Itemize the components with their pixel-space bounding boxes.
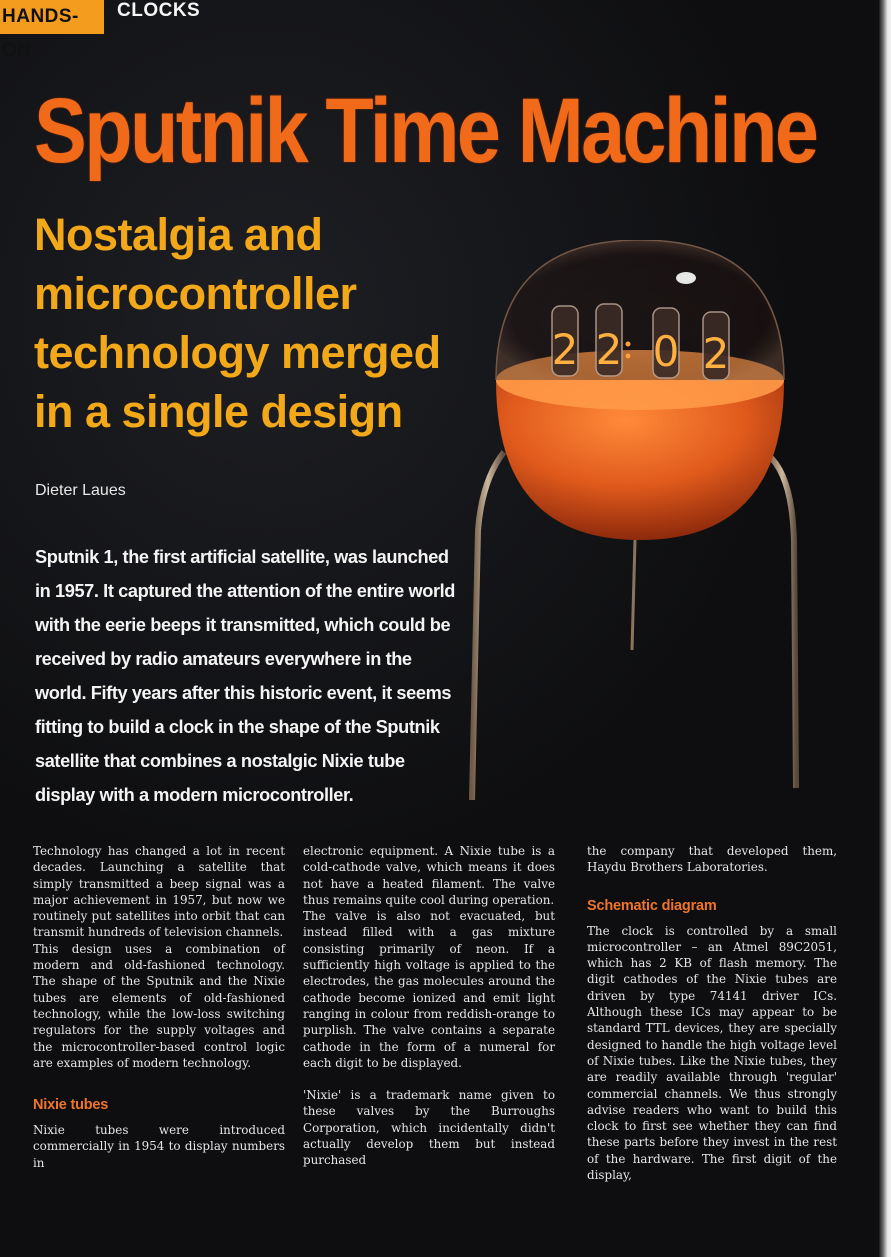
author-byline: Dieter Laues <box>35 482 126 499</box>
body-paragraph: electronic equipment. A Nixie tube is a cold-cathode valve, which means it does not have a heated filament. The valve thus remains quite cool during operation. <box>303 844 555 907</box>
text-column-3 <box>587 843 837 1183</box>
body-paragraph: Technology has changed a lot in recent decades. Launching a satellite that simply transmitted a beep signal was a major achievement in 1957, but now we routinely put satellites into orbit that can transmit hundreds of television channels. <box>33 844 285 940</box>
glass-dome <box>496 240 784 380</box>
nixie-digit-4: 2 <box>702 329 730 378</box>
body-paragraph: 'Nixie' is a trademark name given to these valves by the Burroughs Corporation, which incidentally didn't actually develop them but instead purchased <box>303 1088 555 1168</box>
body-paragraph: the company that developed them, Haydu Brothers Laboratories. <box>587 844 837 875</box>
nixie-tube-4 <box>703 312 730 380</box>
nixie-digit-1: 2 <box>551 325 579 374</box>
article-title: Sputnik Time Machine <box>34 80 817 182</box>
body-paragraph: Nixie tubes were introduced commercially in 1954 to display numbers in <box>33 1123 285 1170</box>
section-tag: HANDS-ON <box>0 0 104 34</box>
section-heading-nixie-tubes: Nixie tubes <box>33 1097 109 1114</box>
page-edge <box>879 0 891 1257</box>
sputnik-clock-photo <box>460 240 820 800</box>
nixie-digit-2: 2 <box>595 325 623 374</box>
text-column-1 <box>33 843 285 1171</box>
antenna-leg-back <box>632 540 635 650</box>
text-column-2 <box>303 843 555 1169</box>
nixie-digit-3: 0 <box>652 327 680 376</box>
nixie-tube-1 <box>552 306 579 376</box>
article-subtitle: Nostalgia and microcontroller technology merged in a single design <box>34 209 441 437</box>
topic-tag: CLOCKS <box>117 0 201 21</box>
antenna-leg-left <box>472 452 504 800</box>
intro-paragraph: Sputnik 1, the first artificial satellite, was launched in 1957. It captured the attention of the entire world with the eerie beeps it transmitted, which could be received by radio amateurs everywhere in the world. Fifty years after this historic event, it seems fitting to build a clock in the shape of the Sputnik satellite that combines a nostalgic Nixie tube display with a modern microcontroller. <box>35 547 456 805</box>
section-heading-schematic-diagram: Schematic diagram <box>587 897 717 914</box>
nixie-tube-2 <box>596 304 623 376</box>
body-paragraph: This design uses a combination of modern and old-fashioned technology. The shape of the Sputnik and the Nixie tubes are elements of old-fashioned technology, while the low-loss switching regulators for the supply voltages and the microcontroller-based control logic are examples of modern technology. <box>33 941 285 1070</box>
body-paragraph: The valve is also not evacuated, but instead filled with a gas mixture consisting primarily of neon. If a sufficiently high voltage is applied to the electrodes, the gas molecules around the cathode become ionized and emit light ranging in colour from reddish-orange to purplish. The valve contains a separate cathode in the form of a numeral for each digit to be displayed. <box>303 909 555 1070</box>
nixie-tube-3 <box>653 308 680 378</box>
antenna-leg-right <box>768 455 796 788</box>
body-paragraph: The clock is controlled by a small microcontroller – an Atmel 89C2051, which has 2 KB of flash memory. The digit cathodes of the Nixie tubes are driven by type 74141 driver ICs. Although these ICs may appear to be standard TTL devices, they are specially designed to handle the high voltage level of Nixie tubes. Like the Nixie tubes, they are readily available through 'regular' commercial channels. We thus strongly advise readers who want to build this clock to first see whether they can find these parts before they invest in the rest of the hardware. The first digit of the display, <box>587 923 837 1183</box>
